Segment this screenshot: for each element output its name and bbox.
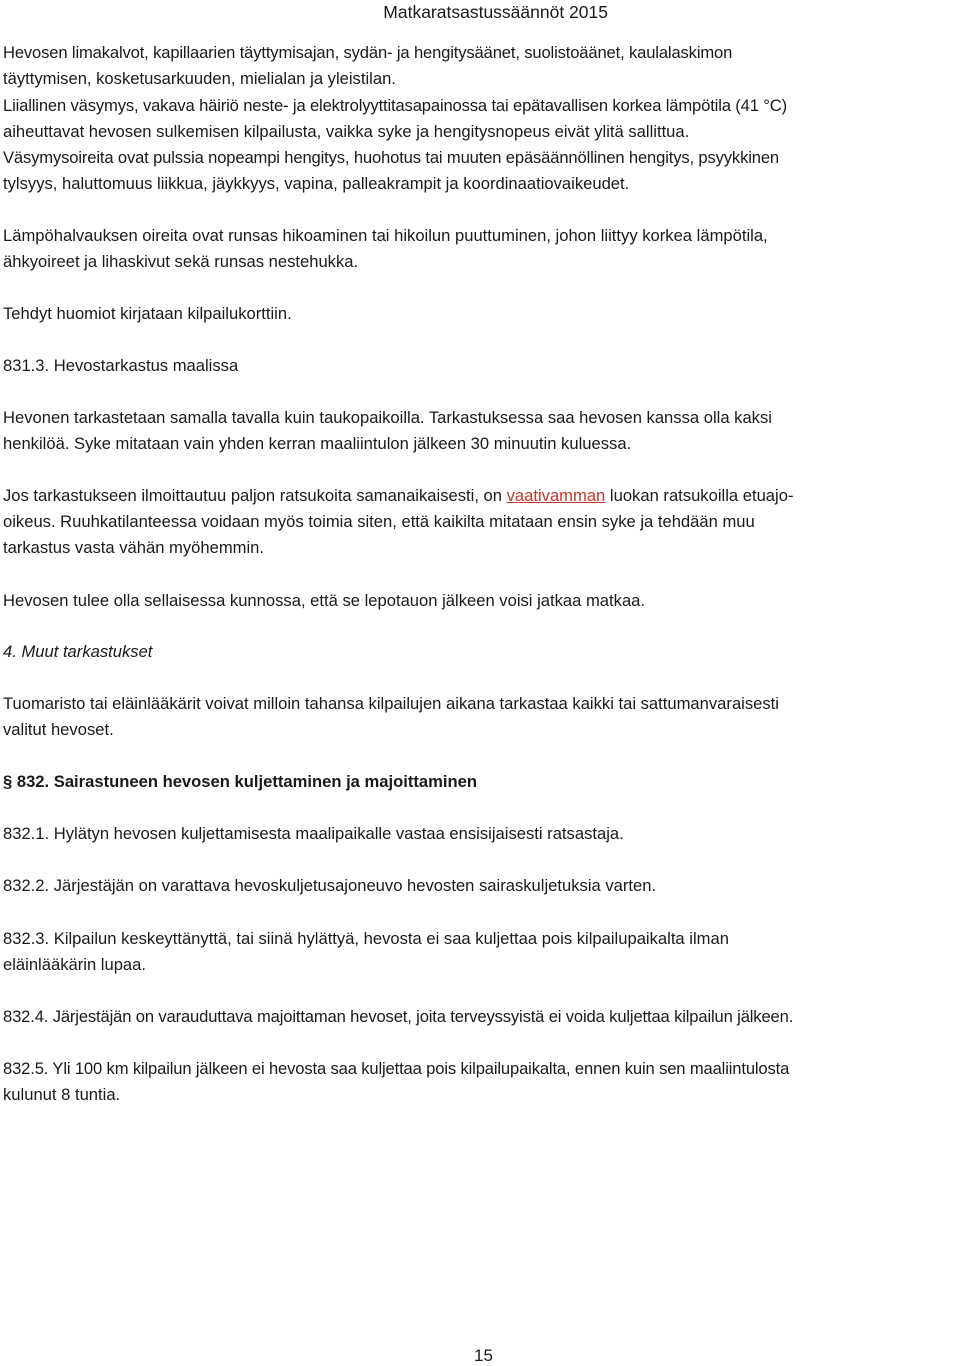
body-text-line: valitut hevoset. — [3, 720, 114, 739]
section-heading-832: § 832. Sairastuneen hevosen kuljettaminen ja majoittaminen — [3, 772, 478, 791]
body-text-line: aiheuttavat hevosen sulkemisen kilpailusta, vaikka syke ja hengitysnopeus eivät ylitä sallittua. — [3, 122, 690, 141]
body-text-line: 832.2. Järjestäjän on varattava hevoskuljetusajoneuvo hevosten sairaskuljetuksia varten. — [3, 876, 657, 895]
body-text-line: Tehdyt huomiot kirjataan kilpailukorttiin. — [3, 304, 292, 323]
body-text-line: Väsymysoireita ovat pulssia nopeampi hengitys, huohotus tai muuten epäsäännöllinen hengitys, psyykkinen — [3, 148, 779, 167]
body-text-line: Lämpöhalvauksen oireita ovat runsas hikoaminen tai hikoilun puuttuminen, johon liittyy korkea lämpötila, — [3, 226, 768, 245]
body-text-line: henkilöä. Syke mitataan vain yhden kerran maaliintulon jälkeen 30 minuutin kuluessa. — [3, 434, 632, 453]
body-text-line: 832.4. Järjestäjän on varauduttava majoittaman hevoset, joita terveyssyistä ei voida kuljettaa kilpailun jälkeen. — [3, 1007, 794, 1026]
body-text-line: tarkastus vasta vähän myöhemmin. — [3, 538, 265, 557]
section-heading-831-3: 831.3. Hevostarkastus maalissa — [3, 356, 239, 375]
body-text-line: 832.5. Yli 100 km kilpailun jälkeen ei hevosta saa kuljettaa pois kilpailupaikalta, ennen kuin sen maaliintulosta — [3, 1059, 790, 1078]
body-text-line: 832.3. Kilpailun keskeyttänyttä, tai siinä hylättyä, hevosta ei saa kuljettaa pois kilpailupaikalta ilman — [3, 929, 729, 948]
body-text-line: 832.1. Hylätyn hevosen kuljettamisesta maalipaikalle vastaa ensisijaisesti ratsastaja. — [3, 824, 624, 843]
body-text-line: Tuomaristo tai eläinlääkärit voivat milloin tahansa kilpailujen aikana tarkastaa kaikki tai sattumanvaraisesti — [3, 694, 779, 713]
page-header-title: Matkaratsastussäännöt 2015 — [383, 2, 608, 22]
body-text-segment: Jos tarkastukseen ilmoittautuu paljon ratsukoita samanaikaisesti, on — [3, 486, 507, 505]
body-text-line: Hevosen tulee olla sellaisessa kunnossa, että se lepotauon jälkeen voisi jatkaa matkaa. — [3, 591, 646, 610]
body-text-line: Hevosen limakalvot, kapillaarien täyttymisajan, sydän- ja hengitysäänet, suolistoäänet, kaulalaskimon — [3, 43, 733, 62]
body-text-line: Hevonen tarkastetaan samalla tavalla kuin taukopaikoilla. Tarkastuksessa saa hevosen kanssa olla kaksi — [3, 408, 772, 427]
body-text-line: ähkyoireet ja lihaskivut sekä runsas nestehukka. — [3, 252, 359, 271]
body-text-line: oikeus. Ruuhkatilanteessa voidaan myös toimia siten, että kaikilta mitataan ensin syke ja tehdään muu — [3, 512, 755, 531]
body-text-line-with-link — [3, 483, 793, 509]
body-text-line: täyttymisen, kosketusarkuuden, mielialan ja yleistilan. — [3, 69, 396, 88]
section-heading-muut-tarkastukset: 4. Muut tarkastukset — [3, 642, 153, 661]
body-text-line: kulunut 8 tuntia. — [3, 1085, 121, 1104]
vaativamman-link[interactable]: vaativamman — [506, 486, 606, 505]
page-number: 15 — [474, 1346, 493, 1365]
body-text-line: eläinlääkärin lupaa. — [3, 955, 146, 974]
body-text-line: Liiallinen väsymys, vakava häiriö neste- ja elektrolyyttitasapainossa tai epätavallisen korkea lämpötila (41 °C) — [3, 96, 787, 115]
body-text-segment: luokan ratsukoilla etuajo- — [605, 486, 794, 505]
body-text-line: tylsyys, haluttomuus liikkua, jäykkyys, vapina, palleakrampit ja koordinaatiovaikeudet. — [3, 174, 630, 193]
